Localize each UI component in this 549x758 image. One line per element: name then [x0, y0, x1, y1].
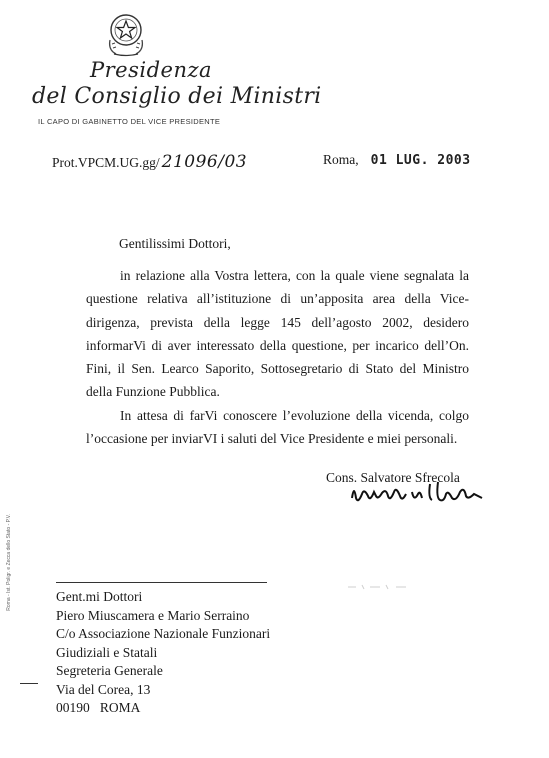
place-city: Roma,: [323, 152, 359, 167]
letter-body: [86, 264, 469, 450]
address-line: 00190 ROMA: [56, 700, 141, 715]
letterhead-subtitle: IL CAPO DI GABINETTO DEL VICE PRESIDENTE: [38, 117, 221, 126]
date-stamp: 01 LUG. 2003: [370, 153, 471, 168]
address-line: Gent.mi Dottori: [56, 589, 143, 604]
place-date: [323, 152, 471, 168]
body-paragraph: In attesa di farVi conoscere l’evoluzione della vicenda, colgo l’occasione per inviarVI i saluti del Vice Presidente e miei personali.: [86, 407, 469, 447]
address-line: Segreteria Generale: [56, 663, 163, 678]
address-line: Giudiziali e Statali: [56, 644, 158, 660]
address-line: C/o Associazione Nazionale Funzionari: [56, 626, 271, 641]
letterhead-line-2: del Consiglio dei Ministri: [32, 84, 322, 109]
protocol-number: [52, 152, 247, 172]
address-line: Via del Corea, 13: [56, 681, 151, 697]
state-emblem-icon: [104, 10, 148, 58]
body-paragraph: in relazione alla Vostra lettera, con la quale viene segnalata la questione relativa all’istituzione di un’apposita area della Vice-dirigenza, prevista della legge 145 dell’agosto 2002, desidero informarVi di aver interessato della questione, per incarico dell’On. Fini, il Sen. Learco Saporito, Sottosegretario di Stato del Ministro della Funzione Pubblica.: [86, 268, 469, 400]
margin-mark: [20, 683, 38, 684]
faint-stamp-mark: [346, 583, 410, 591]
protocol-handwritten-number: 21096/03: [161, 152, 248, 172]
letterhead-line-1: Presidenza: [90, 58, 213, 82]
handwritten-signature: [348, 478, 486, 508]
address-divider: [56, 582, 267, 583]
protocol-prefix: Prot.VPCM.UG.gg/: [52, 155, 160, 170]
signer-name: Cons. Salvatore Sfrecola: [326, 470, 460, 485]
address-line: Piero Miuscamera e Mario Serraino: [56, 607, 250, 623]
recipient-address: [56, 588, 270, 718]
salutation: Gentilissimi Dottori,: [119, 236, 231, 251]
printer-side-note: Roma - Ist. Poligr. e Zecca dello Stato - P.V.: [6, 514, 12, 611]
